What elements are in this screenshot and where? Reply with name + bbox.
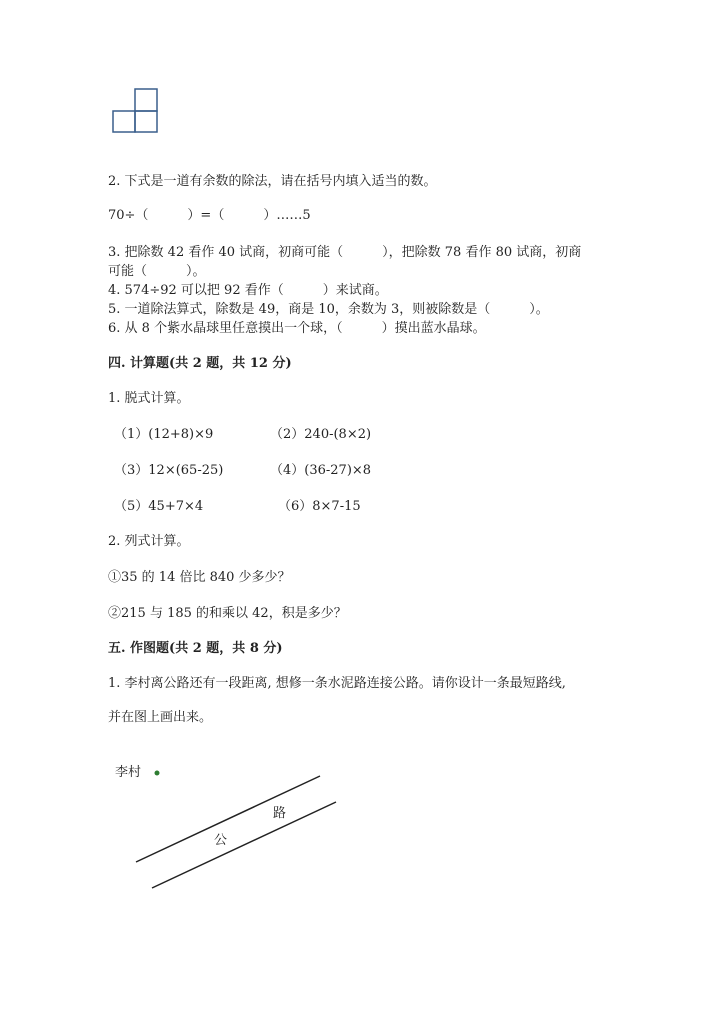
question-2: 2. 下式是一道有余数的除法，请在括号内填入适当的数。 xyxy=(108,174,437,189)
section-5-q1-line2: 并在图上画出来。 xyxy=(108,710,213,725)
section-4-q1: 1. 脱式计算。 xyxy=(108,391,190,406)
section-4-q2-sub1: ①35 的 14 倍比 840 少多少？ xyxy=(108,570,291,585)
calc-item: （5）45+7×4 xyxy=(114,499,204,514)
village-label: 李村 xyxy=(115,765,142,780)
road-label-gong: 公 xyxy=(214,833,228,848)
calc-item: （6）8×7-15 xyxy=(278,499,361,514)
question-4: 4. 574÷92 可以把 92 看作（ ）来试商。 xyxy=(108,283,388,298)
section-4-q2-sub2: ②215 与 185 的和乘以 42，积是多少？ xyxy=(108,606,347,621)
calc-item: （3）12×(65-25) xyxy=(114,463,224,478)
question-3-line1: 3. 把除数 42 看作 40 试商，初商可能（ ），把除数 78 看作 80 试商，初商 xyxy=(108,245,582,260)
question-2-equation: 70÷（ ）=（ ）……5 xyxy=(108,208,311,223)
question-3-line2: 可能（ ）。 xyxy=(108,264,206,279)
calc-item: （1）(12+8)×9 xyxy=(114,427,214,442)
calc-item: （2）240-(8×2) xyxy=(270,427,372,442)
section-4-title: 四. 计算题(共 2 题，共 12 分) xyxy=(108,356,292,371)
road-label-lu: 路 xyxy=(273,806,287,821)
section-4-q2: 2. 列式计算。 xyxy=(108,534,190,549)
question-6: 6. 从 8 个紫水晶球里任意摸出一个球，（ ）摸出蓝水晶球。 xyxy=(108,321,486,336)
calc-item: （4）(36-27)×8 xyxy=(270,463,372,478)
village-dot xyxy=(155,771,160,776)
road-edge-upper xyxy=(136,776,320,862)
road-edge-lower xyxy=(152,802,336,888)
section-5-q1-line1: 1. 李村离公路还有一段距离, 想修一条水泥路连接公路。请你设计一条最短路线, xyxy=(108,676,566,691)
question-5: 5. 一道除法算式，除数是 49，商是 10，余数为 3，则被除数是（ ）。 xyxy=(108,302,549,317)
section-5-title: 五. 作图题(共 2 题，共 8 分) xyxy=(108,641,283,656)
